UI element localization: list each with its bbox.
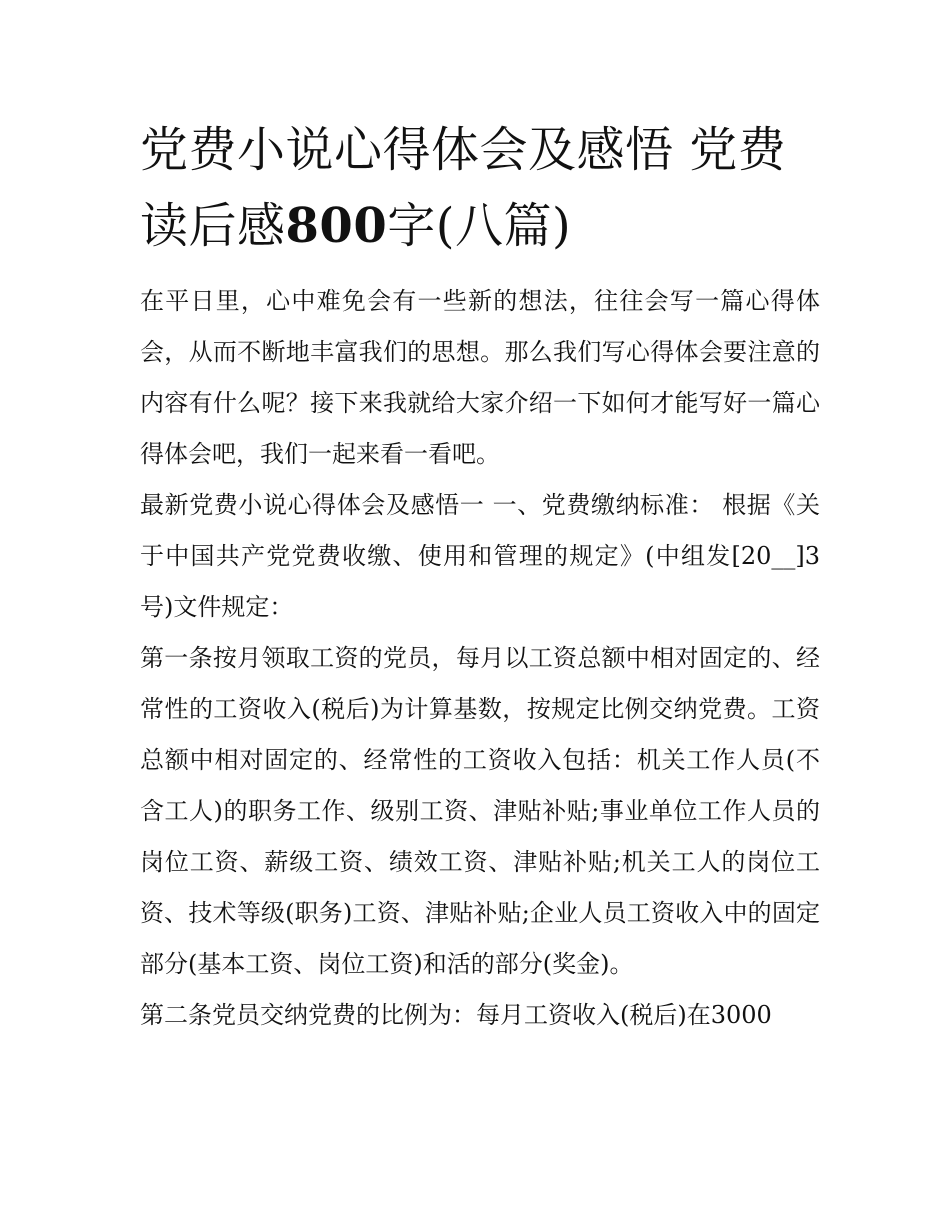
document-body (140, 276, 820, 1041)
title-text-part2: 字(八篇) (387, 198, 572, 254)
paragraph-standard: 最新党费小说心得体会及感悟一 一、党费缴纳标准： 根据《关于中国共产党党费收缴、使用和管理的规定》(中组发[20__]3号)文件规定： (140, 491, 820, 621)
title-text-part1: 党费小说心得体会及感悟 党费读后感 (140, 122, 787, 254)
document-title (140, 112, 820, 264)
paragraph-article-2: 第二条党员交纳党费的比例为：每月工资收入(税后)在3000 (140, 1001, 772, 1029)
paragraph-article-1: 第一条按月领取工资的党员，每月以工资总额中相对固定的、经常性的工资收入(税后)为计算基数，按规定比例交纳党费。工资总额中相对固定的、经常性的工资收入包括：机关工作人员(不含工人)的职务工作、级别工资、津贴补贴;事业单位工作人员的岗位工资、薪级工资、绩效工资、津贴补贴;机关工人的岗位工资、技术等级(职务)工资、津贴补贴;企业人员工资收入中的固定部分(基本工资、岗位工资)和活的部分(奖金)。 (140, 644, 820, 978)
paragraph-intro: 在平日里，心中难免会有一些新的想法，往往会写一篇心得体会，从而不断地丰富我们的思想。那么我们写心得体会要注意的内容有什么呢？接下来我就给大家介绍一下如何才能写好一篇心得体会吧，我们一起来看一看吧。 (140, 287, 820, 468)
title-number: 800 (285, 198, 388, 254)
